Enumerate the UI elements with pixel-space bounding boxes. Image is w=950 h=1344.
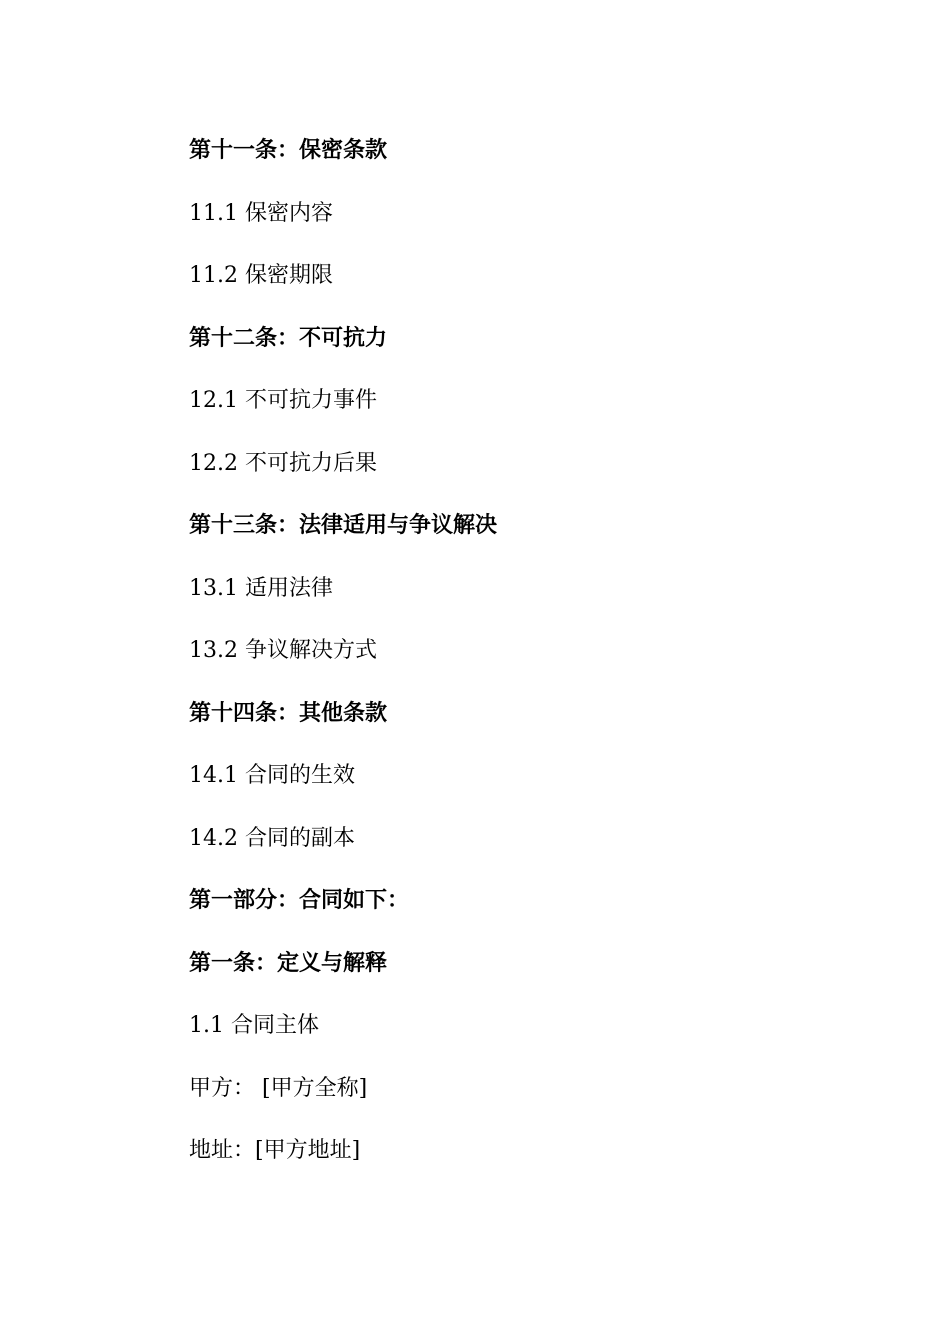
clause-13-2: 13.2 争议解决方式	[189, 638, 377, 663]
part-1-heading: 第一部分：合同如下：	[189, 888, 410, 913]
clause-11-1: 11.1 保密内容	[189, 200, 333, 226]
clause-1-1: 1.1 合同主体	[189, 1013, 319, 1038]
article-12-heading: 第十二条：不可抗力	[189, 325, 388, 351]
clause-13-1: 13.1 适用法律	[189, 575, 333, 601]
article-13-heading: 第十三条：法律适用与争议解决	[189, 513, 498, 538]
party-a-address: 地址：[甲方地址]	[189, 1138, 361, 1163]
clause-14-1: 14.1 合同的生效	[189, 763, 355, 788]
clause-12-2: 12.2 不可抗力后果	[189, 450, 377, 476]
article-1-heading: 第一条：定义与解释	[189, 950, 388, 976]
document-body	[189, 133, 809, 1196]
article-14-heading: 第十四条：其他条款	[189, 700, 388, 726]
party-a-name: 甲方： [甲方全称]	[189, 1075, 368, 1101]
clause-11-2: 11.2 保密期限	[189, 263, 333, 288]
clause-14-2: 14.2 合同的副本	[189, 825, 355, 851]
clause-12-1: 12.1 不可抗力事件	[189, 388, 377, 413]
article-11-heading: 第十一条：保密条款	[189, 138, 388, 163]
